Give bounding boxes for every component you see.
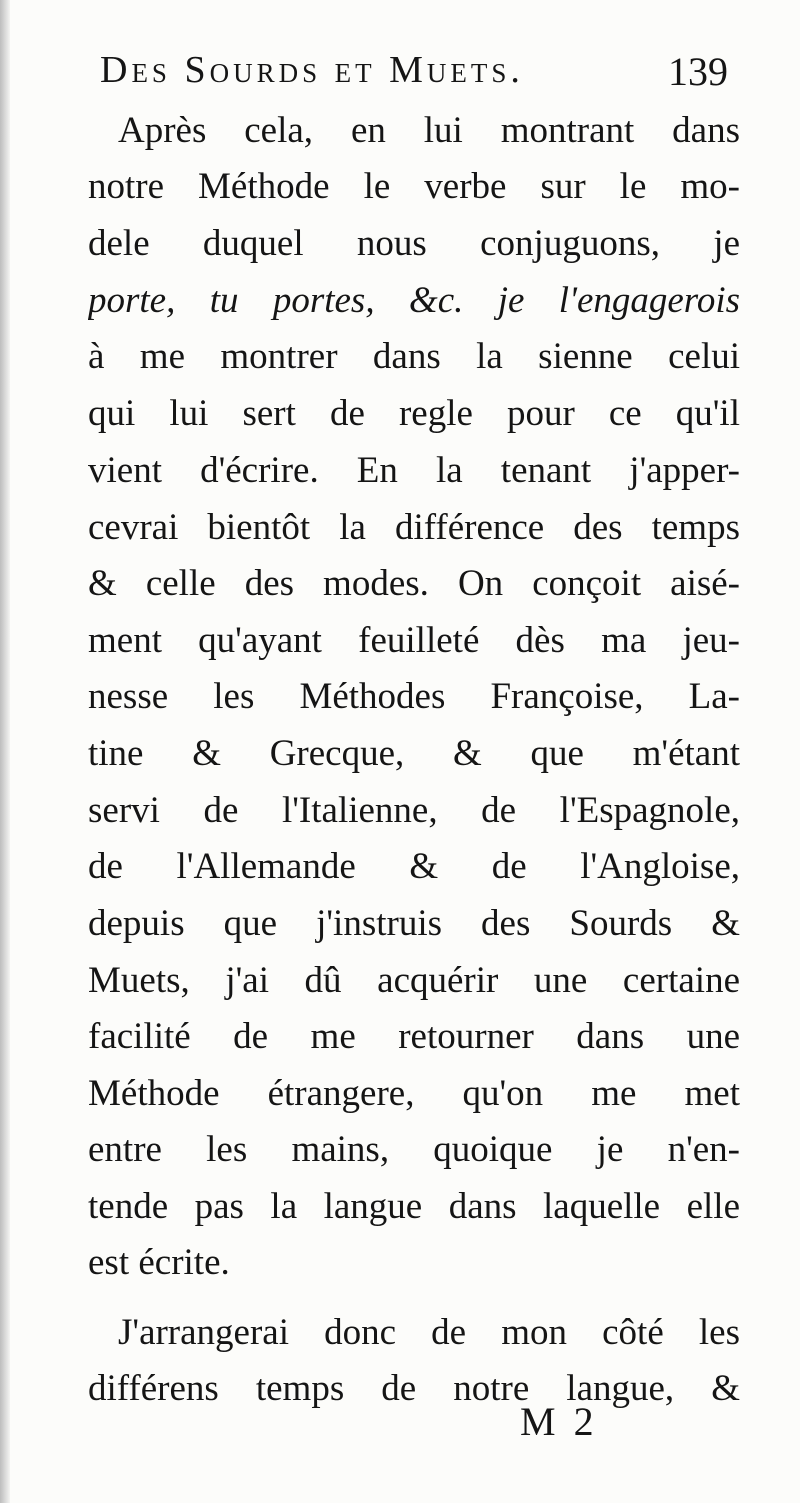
text-line: porte, tu portes, &c. je l'engagerois [88, 280, 740, 321]
text-line: servi de l'Italienne, de l'Espagnole, [88, 790, 740, 831]
text-line: facilité de me retourner dans une [88, 1016, 740, 1057]
text-line: dele duquel nous conjuguons, je [88, 223, 740, 264]
text-line: à me montrer dans la sienne celui [88, 336, 740, 377]
text-line: cevrai bientôt la différence des temps [88, 507, 740, 548]
text-line: entre les mains, quoique je n'en- [88, 1129, 740, 1170]
text-line: Méthode étrangere, qu'on me met [88, 1073, 740, 1114]
text-line: depuis que j'instruis des Sourds & [88, 903, 740, 944]
page-number: 139 [668, 49, 728, 94]
text-line: tende pas la langue dans laquelle elle [88, 1186, 740, 1227]
text-line: J'arrangerai donc de mon côté les [118, 1312, 740, 1353]
text-line: ment qu'ayant feuilleté dès ma jeu- [88, 620, 740, 661]
text-line: qui lui sert de regle pour ce qu'il [88, 393, 740, 434]
text-line: & celle des modes. On conçoit aisé- [88, 563, 740, 604]
text-line: notre Méthode le verbe sur le mo- [88, 166, 740, 207]
text-line: nesse les Méthodes Françoise, La- [88, 676, 740, 717]
running-title: Des Sourds et Muets. [100, 49, 524, 91]
text-line: Après cela, en lui montrant dans [118, 110, 740, 151]
text-line: Muets, j'ai dû acquérir une certaine [88, 960, 740, 1001]
signature-mark: M 2 [520, 1399, 598, 1444]
text-line: de l'Allemande & de l'Angloise, [88, 846, 740, 887]
text-line: différens temps de notre langue, & [88, 1368, 740, 1409]
text-line: est écrite. [88, 1242, 230, 1283]
text-line: vient d'écrire. En la tenant j'apper- [88, 450, 740, 491]
text-line: tine & Grecque, & que m'étant [88, 733, 740, 774]
